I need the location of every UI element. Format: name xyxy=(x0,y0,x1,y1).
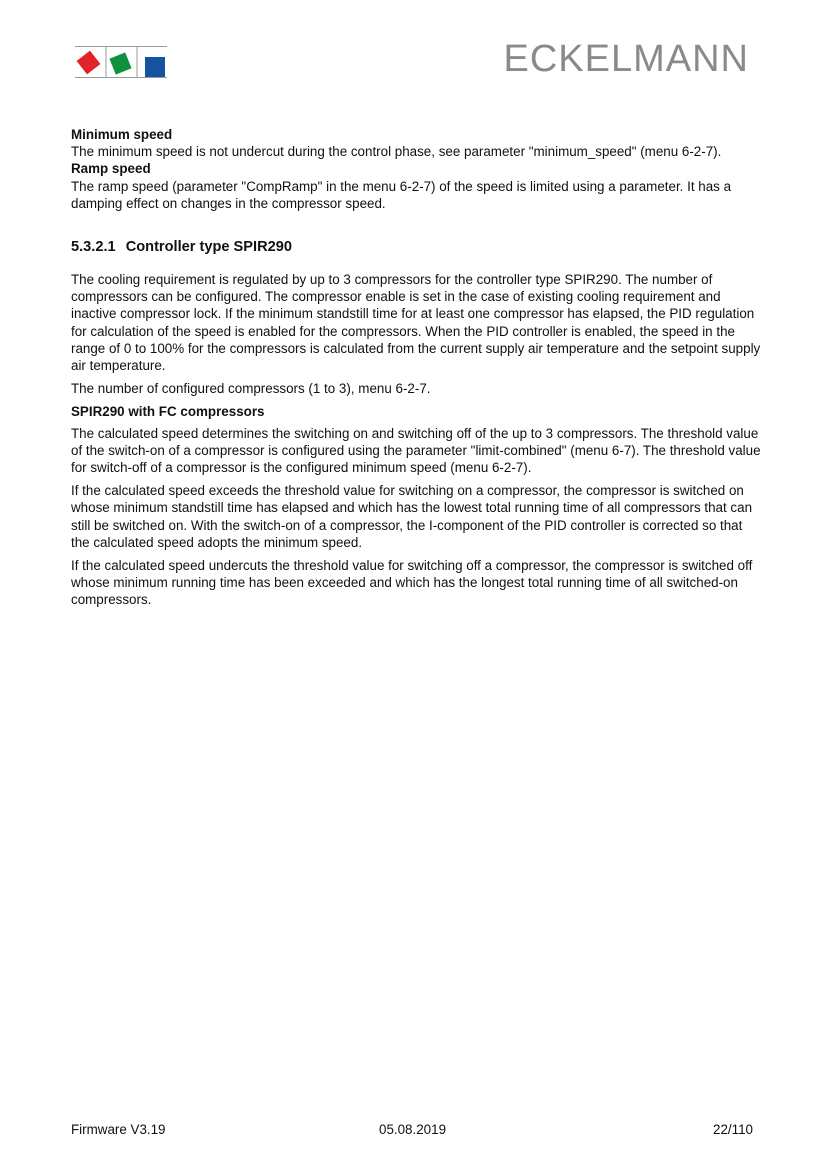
section-heading xyxy=(71,238,761,256)
paragraph-switch-on: If the calculated speed exceeds the threshold value for switching on a compressor, the compressor is switched on whose minimum standstill time has elapsed and which has the lowest total running time of all compressors that can still be switched on. With the switch-on of a compressor, the I-component of the PID controller is corrected so that the calculated speed adopts the minimum speed. xyxy=(71,483,753,550)
definition-text-minimum-speed: The minimum speed is not undercut during the control phase, see parameter "minimum_speed" (menu 6-2-7). xyxy=(71,144,722,160)
subheading-fc-compressors: SPIR290 with FC compressors xyxy=(71,404,265,420)
definition-term-minimum-speed: Minimum speed xyxy=(71,127,173,142)
main-content xyxy=(71,126,761,615)
footer-page-number: 22/110 xyxy=(713,1122,753,1137)
logo-blue-square xyxy=(145,57,165,77)
paragraph-calculated-speed: The calculated speed determines the switching on and switching off of the up to 3 compressors. The threshold value of the switch-on of a compressor is configured using the parameter "limit-combined" (menu 6-7). The threshold value for switch-off of a compressor is the configured minimum speed (menu 6-2-7). xyxy=(71,425,761,476)
section-title: Controller type SPIR290 xyxy=(125,239,292,256)
footer-firmware-version: Firmware V3.19 xyxy=(71,1122,166,1137)
definition-term-ramp-speed: Ramp speed xyxy=(71,161,151,177)
brand-wordmark: ECKELMANN xyxy=(503,38,749,80)
paragraph-cooling-requirement: The cooling requirement is regulated by up to 3 compressors for the controller type SPIR290. The number of compressors can be configured. The compressor enable is set in the case of existing cooling requirement and inactive compressor lock. If the minimum standstill time for at least one compressor has elapsed, the PID regulation for calculation of the speed is enabled for the compressors. When the PID controller is enabled, the speed in the range of 0 to 100% for the compressors is calculated from the current supply air temperature and the setpoint supply air temperature. xyxy=(71,272,761,374)
eckelmann-logo-mark xyxy=(75,46,167,78)
logo-red-square xyxy=(77,51,101,75)
definition-text-ramp-speed: The ramp speed (parameter "CompRamp" in the menu 6-2-7) of the speed is limited using a parameter. It has a damping effect on changes in the compressor speed. xyxy=(71,178,732,211)
logo-green-square xyxy=(109,52,131,74)
section-number: 5.3.2.1 xyxy=(71,239,116,256)
paragraph-switch-off: If the calculated speed undercuts the threshold value for switching off a compressor, the compressor is switched off whose minimum running time has been exceeded and which has the longest total running time of all switched-on compressors. xyxy=(71,558,753,608)
footer-date: 05.08.2019 xyxy=(379,1122,447,1137)
paragraph-configured-compressors: The number of configured compressors (1 to 3), menu 6-2-7. xyxy=(71,381,431,397)
